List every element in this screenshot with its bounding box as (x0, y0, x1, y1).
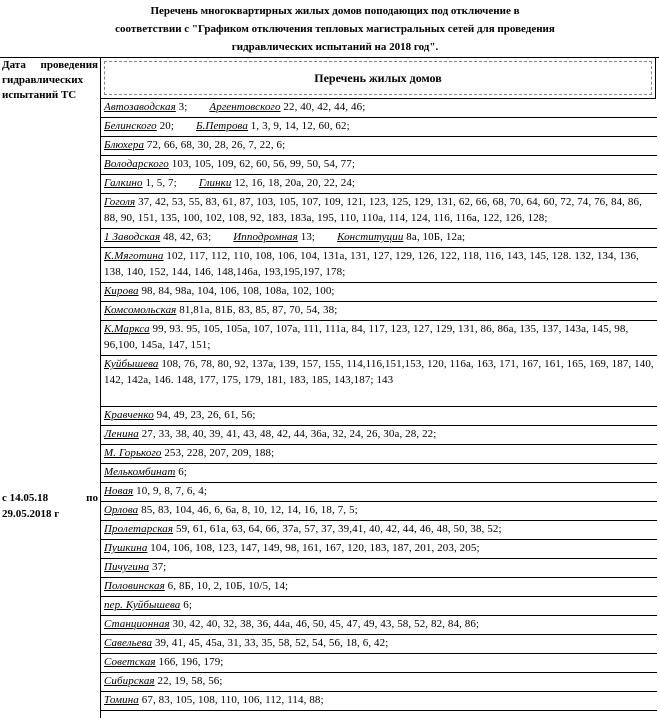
street-name: Ипподромная (233, 231, 298, 243)
house-numbers: 37, 42, 53, 55, 83, 61, 87, 103, 105, 107, 109, 121, 123, 125, 129, 131, 62, 66, 68, 70, 64, 60, 72, 74, 76, 84, 86, 88, 90, 151, 135, 100, 102, 108, 92, 183, 183а, 195, 110, 110а, 114, 124, 116, 116а, 122, 126, 128; (104, 196, 642, 224)
street-row (101, 229, 657, 248)
street-row (101, 248, 657, 283)
house-numbers: 12, 16, 18, 20а, 20, 22, 24; (231, 177, 356, 189)
street-name: Кирова (104, 285, 139, 297)
street-name: Пушкина (104, 542, 148, 554)
house-numbers: 6, 8Б, 10, 2, 10Б, 10/5, 14; (164, 580, 289, 592)
houses-column-header-cell (101, 58, 656, 99)
house-numbers: 99, 93. 95, 105, 105а, 107, 107а, 111, 111а, 84, 117, 123, 127, 129, 131, 86, 86а, 135, 137, 143а, 145, 98, 96,100, 145а, 147, 151; (104, 323, 629, 351)
title-line-2: соответствии с "Графиком отключения тепловых магистральных сетей для проведения (115, 23, 555, 35)
street-name: Володарского (104, 158, 169, 170)
street-name: Белинского (104, 120, 157, 132)
street-row (101, 616, 657, 635)
house-numbers: 102, 117, 112, 110, 108, 106, 104, 131а, 131, 127, 129, 126, 122, 118, 116, 143, 145, 128. 132, 134, 136, 138, 140, 152, 144, 146, 148,146а, 193,195,197, 178; (104, 250, 639, 278)
house-numbers: 1, 5, 7; (142, 177, 177, 189)
house-numbers: 98, 84, 98а, 104, 106, 108, 108а, 102, 100; (138, 285, 335, 297)
street-row (101, 118, 657, 137)
street-name: М. Горького (104, 447, 162, 459)
street-name: Пичугина (104, 561, 150, 573)
house-numbers: 108, 76, 78, 80, 92, 137а, 139, 157, 155, 114,116,151,153, 120, 116а, 163, 171, 167, 161, 165, 169, 187, 140, 142, 142а, 146. 148, 177, 175, 179, 181, 183, 185, 143,187; 143 (104, 358, 654, 386)
house-numbers: 39, 41, 45, 45а, 31, 33, 35, 58, 52, 54, 56, 18, 6, 42; (152, 637, 389, 649)
house-numbers: 166, 196, 179; (155, 656, 224, 668)
street-name: Аргентовского (209, 101, 281, 113)
date-start: с 14.05.18 (2, 492, 49, 504)
title-line-1: Перечень многоквартирных жилых домов поподающих под отключение в (150, 5, 520, 17)
street-name: пер. Куйбышева (104, 599, 181, 611)
street-name: Половинская (104, 580, 165, 592)
street-name: Кравченко (104, 409, 154, 421)
house-numbers: 85, 83, 104, 46, 6, 6а, 8, 10, 12, 14, 16, 18, 7, 5; (138, 504, 358, 516)
street-row (101, 283, 657, 302)
house-numbers: 6; (180, 599, 192, 611)
street-name: Новая (104, 485, 134, 497)
street-name: Гоголя (104, 196, 136, 208)
street-name: Глинки (198, 177, 232, 189)
street-row (101, 483, 657, 502)
house-numbers: 72, 66, 68, 30, 28, 26, 7, 22, 6; (144, 139, 286, 151)
street-name: Сибирская (104, 675, 155, 687)
street-name: Орлова (104, 504, 139, 516)
street-row (101, 175, 657, 194)
street-name: Б.Петрова (195, 120, 248, 132)
street-row (101, 540, 657, 559)
street-name: Томина (104, 694, 139, 706)
house-numbers: 22, 40, 42, 44, 46; (280, 101, 366, 113)
street-row (101, 464, 657, 483)
street-row (101, 426, 657, 445)
street-name: Куйбышева (104, 358, 159, 370)
street-row (101, 194, 657, 229)
house-table (0, 57, 659, 718)
street-name: Савельева (104, 637, 153, 649)
house-numbers: 27, 33, 38, 40, 39, 41, 43, 48, 42, 44, 36а, 32, 24, 26, 30а, 28, 22; (138, 428, 437, 440)
house-numbers: 10, 9, 8, 7, 6, 4; (133, 485, 207, 497)
street-name: Блюхера (104, 139, 145, 151)
house-numbers: 48, 42, 63; (160, 231, 212, 243)
street-name: Конституции (337, 231, 404, 243)
street-row (101, 445, 657, 464)
street-row (101, 156, 657, 175)
date-header-line-2: гидравлических (2, 74, 84, 86)
house-numbers: 67, 83, 105, 108, 110, 106, 112, 114, 88; (138, 694, 324, 706)
house-numbers: 94, 49, 23, 26, 61, 56; (153, 409, 256, 421)
house-numbers: 22, 19, 58, 56; (154, 675, 223, 687)
house-numbers: 30, 42, 40, 32, 38, 36, 44а, 46, 50, 45, 47, 49, 43, 58, 52, 82, 84, 86; (169, 618, 480, 630)
street-name: 1 Заводская (104, 231, 161, 243)
street-row (101, 673, 657, 692)
street-name: К.Мяготина (104, 250, 164, 262)
date-po: по (86, 492, 98, 504)
test-date (2, 490, 98, 522)
title-line-3: гидравлических испытаний на 2018 год". (231, 41, 439, 53)
street-name: Мелькомбинат (104, 466, 176, 478)
house-numbers: 253, 228, 207, 209, 188; (161, 447, 275, 459)
house-numbers: 20; (156, 120, 174, 132)
document-title (100, 2, 570, 56)
date-column-header (2, 58, 98, 103)
street-row (101, 578, 657, 597)
street-name: Ленина (104, 428, 139, 440)
house-numbers: 104, 106, 108, 123, 147, 149, 98, 161, 167, 120, 183, 187, 201, 203, 205; (147, 542, 480, 554)
street-row (101, 99, 657, 118)
houses-column-header: Перечень жилых домов (104, 61, 652, 95)
street-row (101, 635, 657, 654)
street-name: К.Маркса (104, 323, 150, 335)
street-row (101, 521, 657, 540)
house-numbers: 6; (175, 466, 187, 478)
house-numbers: 81,81а, 81Б, 83, 85, 87, 70, 54, 38; (176, 304, 338, 316)
house-numbers: 37; (149, 561, 167, 573)
street-row (101, 302, 657, 321)
house-numbers: 1, 3, 9, 14, 12, 60, 62; (247, 120, 350, 132)
street-name: Станционная (104, 618, 170, 630)
street-row (101, 654, 657, 673)
street-row (101, 407, 657, 426)
house-numbers: 8а, 10Б, 12а; (403, 231, 466, 243)
street-name: Галкино (104, 177, 143, 189)
street-row (101, 137, 657, 156)
date-header-line-3: испытаний ТС (2, 89, 77, 101)
street-rows (101, 99, 657, 711)
street-name: Пролетарская (104, 523, 174, 535)
date-header-line-1: Дата проведения (2, 59, 98, 71)
street-row (101, 559, 657, 578)
street-name: Комсомольская (104, 304, 177, 316)
street-row (101, 502, 657, 521)
street-name: Советская (104, 656, 156, 668)
street-row (101, 692, 657, 711)
street-row (101, 597, 657, 616)
street-name: Автозаводская (104, 101, 176, 113)
house-numbers: 103, 105, 109, 62, 60, 56, 99, 50, 54, 77; (168, 158, 356, 170)
date-end: 29.05.2018 г (2, 508, 60, 520)
house-numbers: 59, 61, 61а, 63, 64, 66, 37а, 57, 37, 39,41, 40, 42, 44, 46, 48, 50, 38, 52; (173, 523, 502, 535)
street-row (101, 321, 657, 356)
house-numbers: 13; (297, 231, 316, 243)
street-row (101, 356, 657, 407)
date-column (0, 58, 101, 718)
house-numbers: 3; (175, 101, 188, 113)
